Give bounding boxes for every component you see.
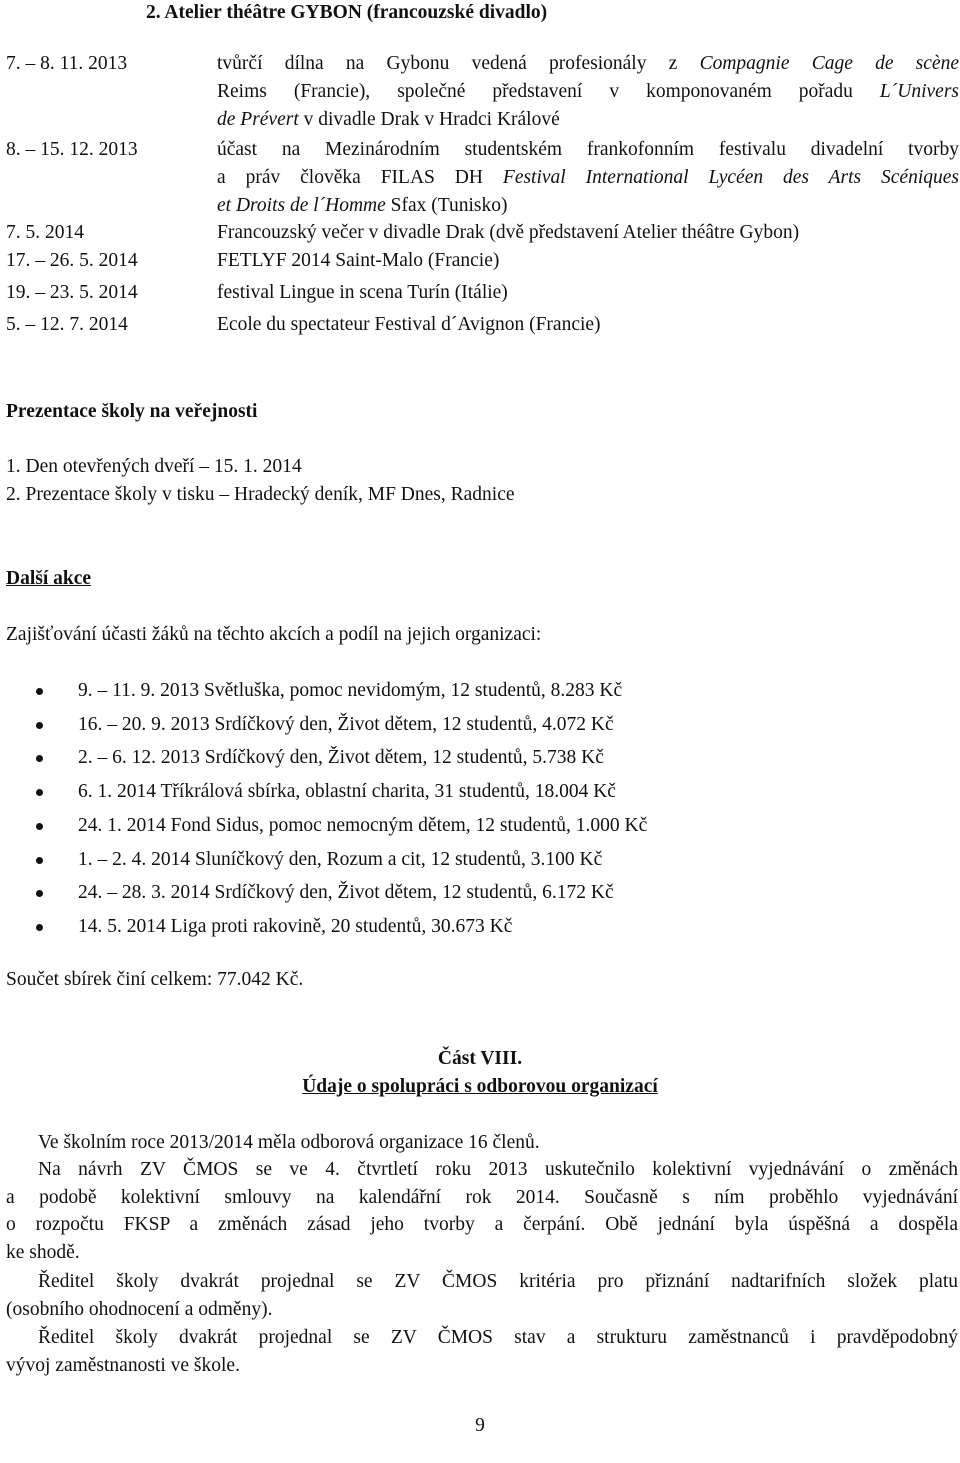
event-line (217, 312, 959, 340)
paragraph-line: o rozpočtu FKSP a změnách zásad jeho tvorby a čerpání. Obě jednání byla úspěšná a dospěla (6, 1214, 958, 1235)
paragraph-line: ke shodě. (6, 1242, 80, 1263)
event-text: festival Lingue in scena Turín (Itálie) (217, 282, 508, 303)
presentation-item-2: 2. Prezentace školy v tisku – Hradecký deník, MF Dnes, Radnice (6, 484, 515, 505)
event-description (217, 280, 959, 308)
list-item (0, 745, 960, 771)
event-line (217, 107, 959, 135)
event-text: a práv člověka FILAS DH (217, 167, 503, 188)
event-italic-text: de Prévert (217, 109, 299, 130)
event-italic-text: et Droits de l´Homme (217, 195, 386, 216)
list-item (0, 712, 960, 738)
list-item (0, 847, 960, 873)
list-item (0, 813, 960, 839)
list-item-text: 1. – 2. 4. 2014 Sluníčkový den, Rozum a cit, 12 studentů, 3.100 Kč (78, 849, 603, 870)
paragraph-line: vývoj zaměstnanosti ve škole. (6, 1355, 240, 1376)
event-line (217, 280, 959, 308)
event-date: 7. 5. 2014 (6, 222, 84, 243)
further-intro: Zajišťování účasti žáků na těchto akcích a podíl na jejich organizaci: (6, 624, 542, 645)
event-text: účast na Mezinárodním studentském frankofonním festivalu divadelní tvorby (217, 139, 959, 160)
event-line (217, 137, 959, 165)
event-text: FETLYF 2014 Saint-Malo (Francie) (217, 250, 500, 271)
section-heading: 2. Atelier théâtre GYBON (francouzské divadlo) (146, 2, 548, 23)
bullet-icon (36, 890, 43, 897)
presentation-heading: Prezentace školy na veřejnosti (6, 401, 258, 422)
event-date: 7. – 8. 11. 2013 (6, 53, 128, 74)
bullet-icon (36, 857, 43, 864)
event-line (217, 79, 959, 107)
event-description (217, 137, 959, 221)
list-item-text: 14. 5. 2014 Liga proti rakovině, 20 studentů, 30.673 Kč (78, 916, 513, 937)
event-italic-text: Festival International Lycéen des Arts Scéniques (502, 167, 959, 188)
list-item-text: 24. – 28. 3. 2014 Srdíčkový den, Život dětem, 12 studentů, 6.172 Kč (78, 882, 614, 903)
paragraph-line: Ve školním roce 2013/2014 měla odborová organizace 16 členů. (38, 1132, 540, 1153)
list-item-text: 6. 1. 2014 Tříkrálová sbírka, oblastní charita, 31 studentů, 18.004 Kč (78, 781, 616, 802)
bullet-icon (36, 823, 43, 830)
event-date: 17. – 26. 5. 2014 (6, 250, 138, 271)
list-item-text: 24. 1. 2014 Fond Sidus, pomoc nemocným dětem, 12 studentů, 1.000 Kč (78, 815, 648, 836)
part-title: Údaje o spolupráci s odborovou organizací (302, 1076, 658, 1097)
bullet-icon (36, 688, 43, 695)
paragraph-line: Ředitel školy dvakrát projednal se ZV ČMOS stav a strukturu zaměstnanců i pravděpodobný (38, 1327, 958, 1348)
paragraph-line: a podobě kolektivní smlouvy na kalendářní rok 2014. Současně s ním proběhlo vyjednávání (6, 1187, 958, 1208)
paragraph-line: Na návrh ZV ČMOS se ve 4. čtvrtletí roku 2013 uskutečnilo kolektivní vyjednávání o změnách (38, 1159, 958, 1180)
list-item (0, 914, 960, 940)
event-description (217, 312, 959, 340)
event-date: 5. – 12. 7. 2014 (6, 314, 128, 335)
event-text: tvůrčí dílna na Gybonu vedená profesionály z (217, 53, 700, 74)
event-line (217, 248, 959, 276)
event-text: Francouzský večer v divadle Drak (dvě představení Atelier théâtre Gybon) (217, 222, 800, 243)
list-item-text: 2. – 6. 12. 2013 Srdíčkový den, Život dětem, 12 studentů, 5.738 Kč (78, 747, 604, 768)
presentation-item-1: 1. Den otevřených dveří – 15. 1. 2014 (6, 456, 302, 477)
event-line (217, 193, 959, 221)
list-item (0, 779, 960, 805)
event-description (217, 248, 959, 276)
list-item-text: 16. – 20. 9. 2013 Srdíčkový den, Život dětem, 12 studentů, 4.072 Kč (78, 714, 614, 735)
page-number: 9 (475, 1415, 485, 1436)
event-date: 19. – 23. 5. 2014 (6, 282, 138, 303)
event-description (217, 220, 959, 248)
event-text: Sfax (Tunisko) (385, 195, 508, 216)
event-text: Reims (Francie), společné představení v komponovaném pořadu (217, 81, 880, 102)
bullet-icon (36, 789, 43, 796)
part-number: Část VIII. (437, 1048, 523, 1069)
event-italic-text: L´Univers (879, 81, 959, 102)
event-description (217, 51, 959, 135)
paragraph-line: (osobního ohodnocení a odměny). (6, 1299, 273, 1320)
event-line (217, 51, 959, 79)
bullet-icon (36, 755, 43, 762)
bullet-icon (36, 924, 43, 931)
event-line (217, 165, 959, 193)
list-item-text: 9. – 11. 9. 2013 Světluška, pomoc nevidomým, 12 studentů, 8.283 Kč (78, 680, 623, 701)
list-item (0, 678, 960, 704)
event-text: v divadle Drak v Hradci Králové (298, 109, 560, 130)
further-heading: Další akce (6, 568, 92, 589)
list-item (0, 880, 960, 906)
bullet-icon (36, 722, 43, 729)
event-italic-text: Compagnie Cage de scène (699, 53, 959, 74)
event-line (217, 220, 959, 248)
collections-total: Součet sbírek činí celkem: 77.042 Kč. (6, 969, 304, 990)
paragraph-line: Ředitel školy dvakrát projednal se ZV ČMOS kritéria pro přiznání nadtarifních složek platu (38, 1271, 958, 1292)
event-date: 8. – 15. 12. 2013 (6, 139, 138, 160)
event-text: Ecole du spectateur Festival d´Avignon (Francie) (217, 314, 601, 335)
